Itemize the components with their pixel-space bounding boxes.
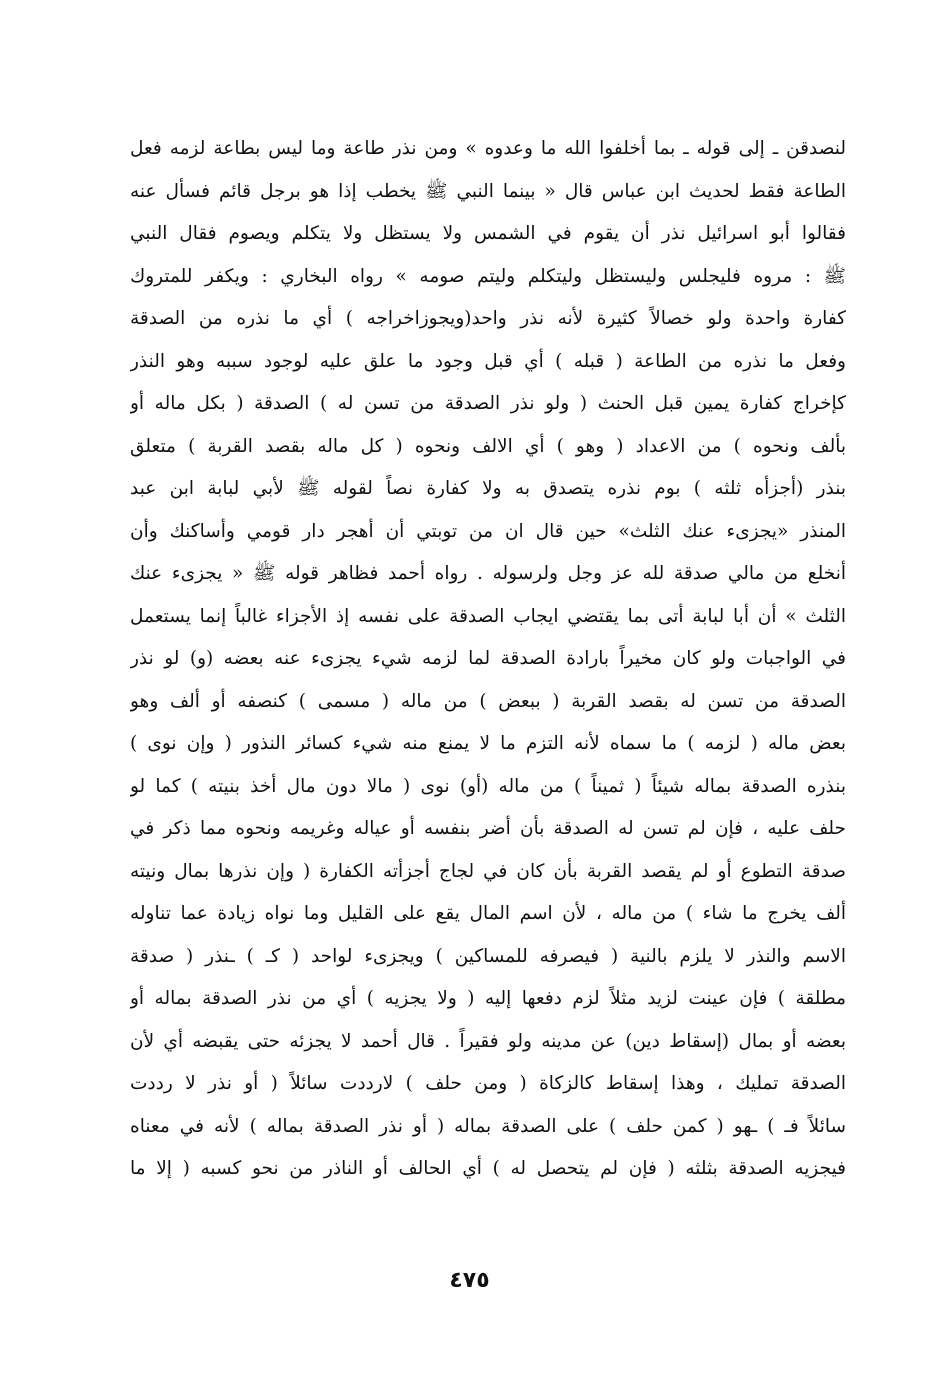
text-line: الطاعة فقط لحديث ابن عباس قال « بينما النبي ﷺ يخطب إذا هو برجل قائم فسأل عنه [130,180,846,202]
text-line: مطلقة ) فإن عينت لزيد مثلاً لزم دفعها إليه ( ولا يجزيه ) أي من نذر الصدقة بماله أو [130,988,846,1009]
text-line: المنذر «يجزىء عنك الثلث» حين قال ان من توبتي أن أهجر دار قومي وأساكنك وأن [130,520,846,542]
text-line: الصدقة من تسن له بقصد القربة ( ببعض ) من ماله ( مسمى ) كنصفه أو ألف وهو [130,690,846,712]
text-line: الاسم والنذر لا يلزم بالنية ( فيصرفه للمساكين ) ويجزىء لواحد ( كـ ) ـنذر ( صدقة [130,945,846,967]
text-line: في الواجبات ولو كان مخيراً بارادة الصدقة لما لزمه شيء يجزىء عنه بعضه (و) لو نذر [130,648,846,669]
text-line: بنذر (أجزأه ثلثه ) بوم نذره يتصدق به ولا كفارة نصاً لقوله ﷺ لأبي لبابة ابن عبد [130,478,846,499]
text-line: بألف ونحوه ) من الاعداد ( وهو ) أي الالف ونحوه ( كل ماله بقصد القربة ) متعلق [130,435,846,457]
text-line: الصدقة تمليك ، وهذا إسقاط كالزكاة ( ومن حلف ) لارددت سائلاً ( أو نذر لا رددت [130,1073,846,1094]
text-line: سائلاً فـ ) ـهو ( كمن حلف ) على الصدقة بماله ( أو نذر الصدقة بماله ) لأنه في معناه [130,1115,846,1137]
text-line: لنصدقن ـ إلى قوله ـ بما أخلفوا الله ما وعدوه » ومن نذر طاعة وما ليس بطاعة لزمه فعل [130,138,846,159]
text-line: الثلث » أن أبا لبابة أتى بما يقتضي ايجاب الصدقة على نفسه إذ الأجزاء غالباً إنما يستعمل [130,605,846,627]
body-text [130,128,846,1191]
text-line: بعضه أو بمال (إسقاط دين) عن مدينه ولو فقيراً . قال أحمد لا يجزئه حتى يقبضه أي لأن [130,1030,846,1052]
text-line: ﷺ : مروه فليجلس وليستظل وليتكلم وليتم صومه » رواه البخاري : ويكفر للمتروك [130,265,846,287]
text-line: ألف يخرج ما شاء ) من ماله ، لأن اسم المال يقع على القليل وما نواه زيادة عما تناوله [130,903,846,924]
text-line: بعض ماله ( لزمه ) ما سماه لأنه التزم ما لا يمنع منه شيء كسائر النذور ( وإن نوى ) [130,733,846,754]
text-line: حلف عليه ، فإن لم تسن له الصدقة بأن أضر بنفسه أو عياله وغريمه ونحوه مما ذكر في [130,818,846,839]
text-line: كفارة واحدة ولو خصالاً كثيرة لأنه نذر واحد(ويجوزاخراجه ) أي ما نذره من الصدقة [130,308,846,329]
text-line: فيجزيه الصدقة بثلثه ( فإن لم يتحصل له ) أي الحالف أو الناذر من نحو كسبه ( إلا ما [130,1158,846,1179]
text-line: أنخلع من مالي صدقة لله عز وجل ولرسوله . رواه أحمد فظاهر قوله ﷺ « يجزىء عنك [130,563,846,584]
text-line: صدقة التطوع أو لم يقصد القربة بأن كان في لجاج أجزأته الكفارة ( وإن نذرها بمال ونيته [130,860,846,882]
text-line: وفعل ما نذره من الطاعة ( قبله ) أي قبل وجود ما علق عليه لوجود سببه وهو النذر [130,350,846,372]
text-line: فقالوا أبو اسرائيل نذر أن يقوم في الشمس ولا يستظل ولا يتكلم ويصوم فقال النبي [130,223,846,244]
text-line: كإخراج كفارة يمين قبل الحنث ( ولو نذر الصدقة من تسن له ) الصدقة ( بكل ماله أو [130,393,846,414]
page-number: ٤٧٥ [449,1268,490,1293]
text-line: بنذره الصدقة بماله شيئاً ( ثميناً ) من ماله (أو) نوى ( مالا دون مال أخذ بنيته ) كما لو [130,775,846,797]
